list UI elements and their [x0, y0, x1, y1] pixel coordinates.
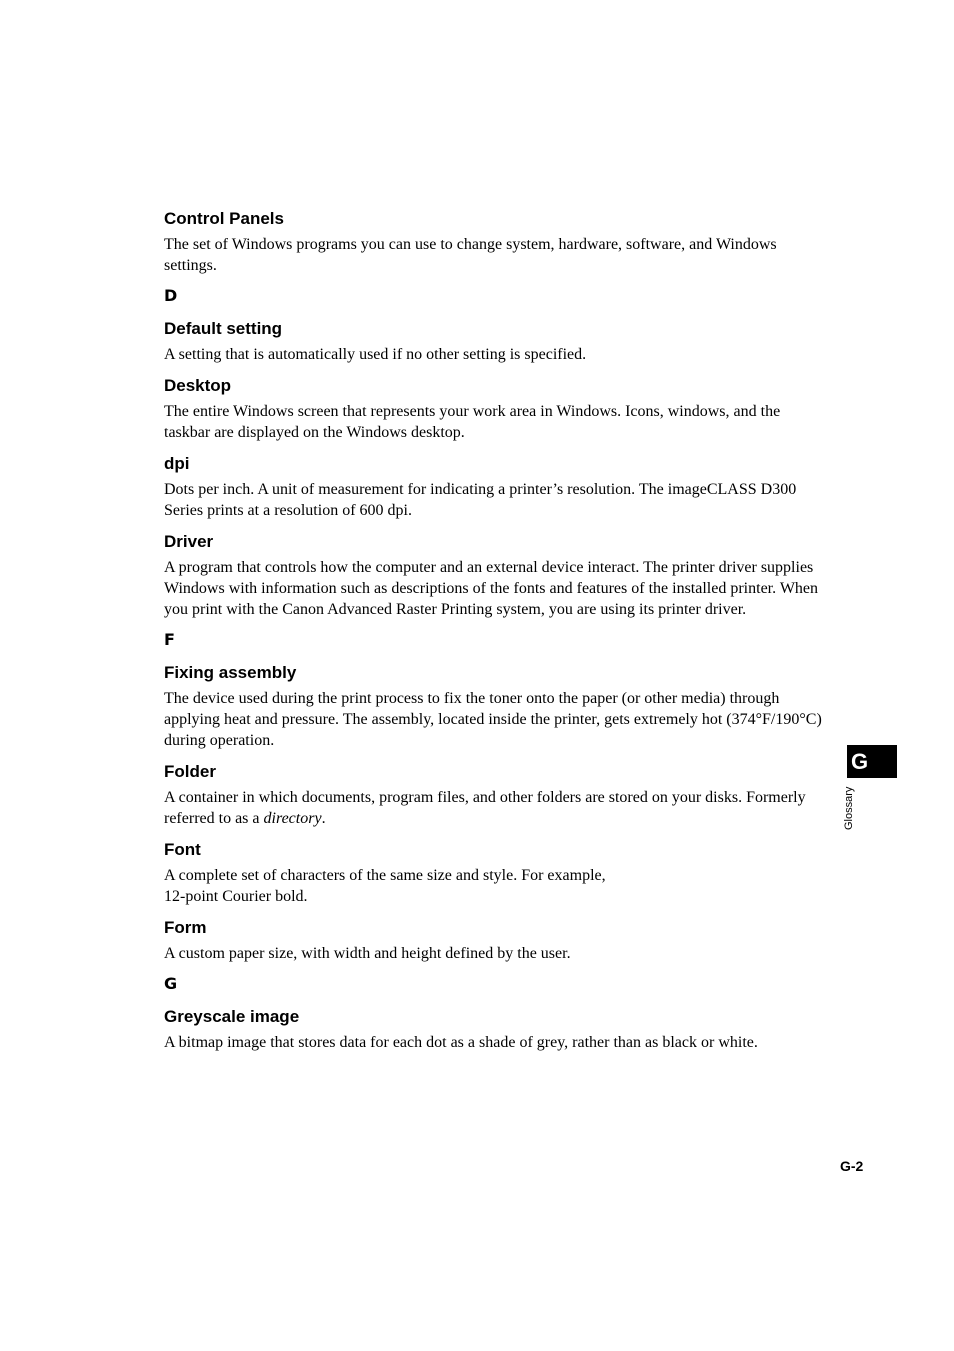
glossary-term: dpi	[164, 454, 190, 473]
glossary-definition: The device used during the print process to fix the toner onto the paper (or other media) through applying heat and pressure. The assembly, located inside the printer, gets extremely hot (374°F/190°C) during operation.	[164, 690, 822, 749]
glossary-definition: A setting that is automatically used if no other setting is specified.	[164, 346, 587, 363]
glossary-term: Desktop	[164, 376, 232, 395]
definition-line: A complete set of characters of the same size and style. For example,	[164, 867, 606, 884]
glossary-term: Control Panels	[164, 209, 284, 228]
glossary-term: Default setting	[164, 319, 283, 338]
section-letter: D	[164, 286, 178, 305]
definition-text: A container in which documents, program files, and other folders are stored on your disks. Formerly referred to as a	[164, 789, 806, 827]
glossary-term: Greyscale image	[164, 1007, 300, 1026]
glossary-definition	[164, 865, 824, 907]
glossary-definition: A custom paper size, with width and height defined by the user.	[164, 945, 571, 962]
glossary-definition: The entire Windows screen that represents your work area in Windows. Icons, windows, and the taskbar are displayed on the Windows desktop.	[164, 403, 781, 441]
glossary-term: Form	[164, 918, 207, 937]
page-number: G-2	[840, 1158, 864, 1174]
definition-text-end: .	[321, 810, 326, 827]
glossary-term: Folder	[164, 762, 216, 781]
glossary-content	[164, 208, 824, 1063]
section-letter: G	[164, 974, 178, 993]
glossary-definition: The set of Windows programs you can use to change system, hardware, software, and Windows settings.	[164, 236, 777, 274]
definition-italic: directory	[263, 810, 322, 827]
glossary-term: Fixing assembly	[164, 663, 297, 682]
chapter-tab: G	[847, 745, 897, 778]
section-letter: F	[164, 630, 175, 649]
glossary-definition: A program that controls how the computer and an external device interact. The printer driver supplies Windows with information such as descriptions of the fonts and features of the installed printer. When you print with the Canon Advanced Raster Printing system, you are using its printer driver.	[164, 559, 819, 618]
glossary-definition: Dots per inch. A unit of measurement for indicating a printer’s resolution. The imageCLASS D300 Series prints at a resolution of 600 dpi.	[164, 481, 797, 519]
chapter-tab-label: Glossary	[843, 786, 855, 830]
definition-line: 12-point Courier bold.	[164, 888, 308, 905]
glossary-term: Driver	[164, 532, 214, 551]
glossary-definition	[164, 787, 824, 829]
glossary-term: Font	[164, 840, 201, 859]
glossary-definition: A bitmap image that stores data for each dot as a shade of grey, rather than as black or white.	[164, 1034, 758, 1051]
